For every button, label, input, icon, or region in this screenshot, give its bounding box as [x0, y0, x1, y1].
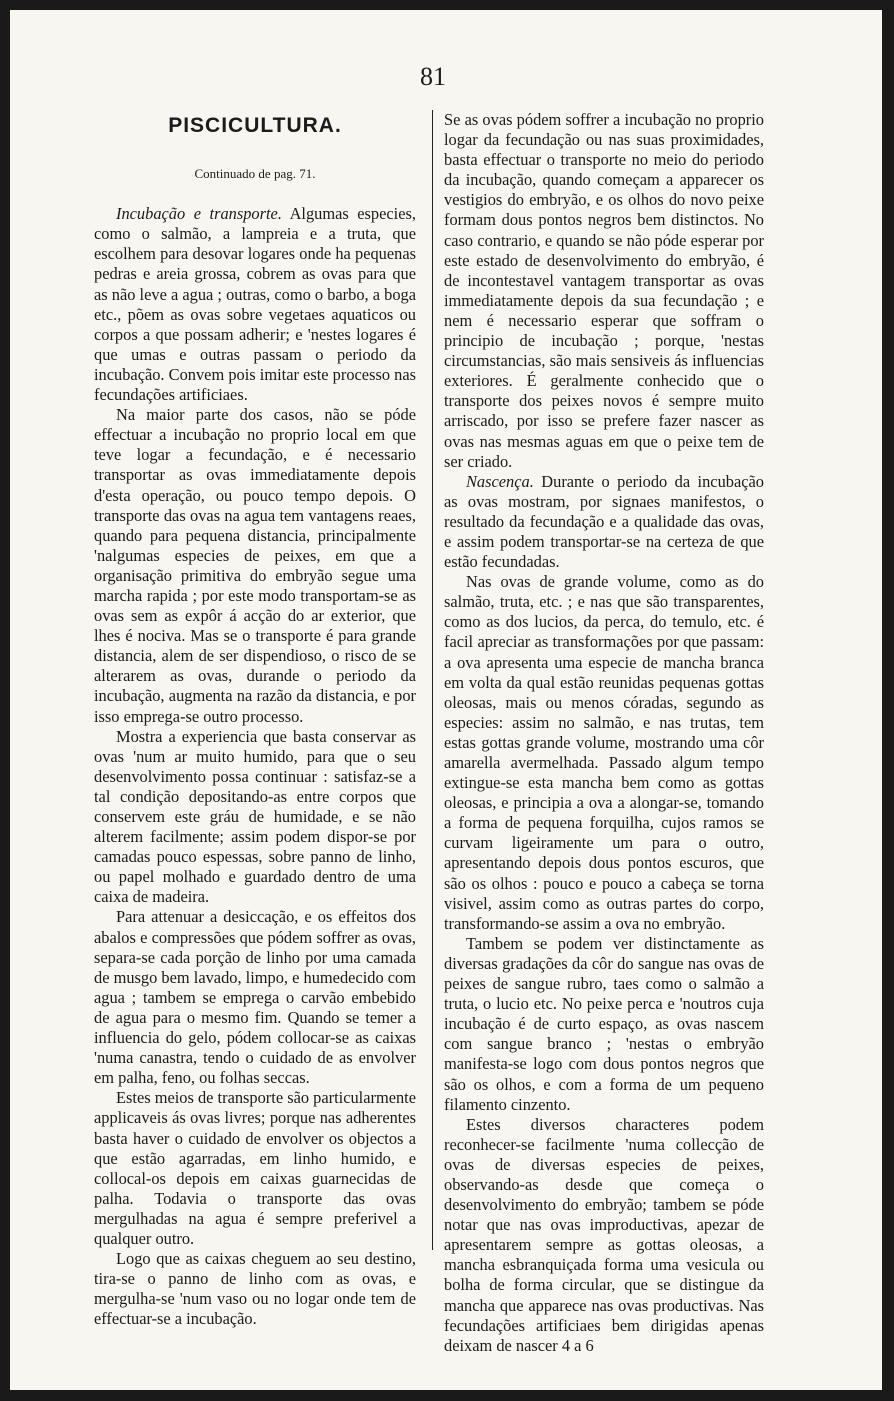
paragraph: Na maior parte dos casos, não se póde effectuar a incubação no proprio local em que teve logar a fecundação, e é necessario transportar as ovas immediatamente depois d'esta operação, ou pouco tempo depois. O transporte das ovas na agua tem vantagens reaes, quando para pequena distancia, principalmente 'nalgumas especies de peixes, em que a organisação primitiva do embryão segue uma marcha rapida ; por este modo transportam-se as ovas sem as expôr á acção do ar exterior, que lhes é nociva. Mas se o transporte é para grande distancia, alem de ser dispendioso, o risco de se alterarem as ovas, durande o periodo da incubação, augmenta na razão da distancia, e por isso emprega-se outro processo.: [94, 405, 416, 726]
paragraph: Se as ovas pódem soffrer a incubação no proprio logar da fecundação ou nas suas proximidades, basta effectuar o transporte no meio do periodo da incubação, quando começam a apparecer os vestigios do embryão, e os olhos do novo peixe formam dous pontos negros bem distinctos. No caso contrario, e quando se não póde esperar por este estado de desenvolvimento do embryão, é de incontestavel vantagem transportar as ovas immediatamente depois da sua fecundação ; e nem é necessario esperar que soffram o principio de incubação ; porque, 'nestas circumstancias, são mais sensiveis ás influencias exteriores. É geralmente conhecido que o transporte dos peixes novos é sempre muito arriscado, por isso se prefere fazer nascer as ovas nas mesmas aguas em que o peixe tem de ser criado.: [444, 110, 764, 471]
page-number: 81: [420, 62, 446, 91]
column-divider: [432, 110, 433, 1250]
paragraph: Tambem se podem ver distinctamente as diversas gradações da côr do sangue nas ovas de peixes de sangue rubro, taes como o salmão a truta, o lucio etc. No peixe perca e 'noutros cuja incubação é de curto espaço, as ovas nascem com sangue branco ; 'nestas o embryão manifesta-se logo com dous pontos negros que são os olhos, e com a forma de um pequeno filamento cinzento.: [444, 933, 764, 1114]
paragraph: Para attenuar a desiccação, e os effeitos dos abalos e compressões que pódem soffrer as ovas, separa-se cada porção de linho por uma camada de musgo bem lavado, limpo, e humedecido com agua ; tambem se emprega o carvão embebido de agua para o mesmo fim. Quando se temer a influencia do gelo, pódem collocar-se as caixas 'numa canastra, tendo o cuidado de as envolver em palha, feno, ou folhas seccas.: [94, 907, 416, 1088]
left-column: [94, 110, 416, 1329]
paragraph: Logo que as caixas cheguem ao seu destino, tira-se o panno de linho com as ovas, e mergulha-se 'num vaso ou no logar onde tem de effectuar-se a incubação.: [94, 1249, 416, 1329]
paragraph: Estes meios de transporte são particularmente applicaveis ás ovas livres; porque nas adherentes basta haver o cuidado de envolver os objectos a que estão agarradas, em linho humido, e collocal-os depois em caixas guarnecidas de palha. Todavia o transporte das ovas mergulhadas na agua é sempre preferivel a qualquer outro.: [94, 1088, 416, 1248]
paragraph: Mostra a experiencia que basta conservar as ovas 'num ar muito humido, para que o seu desenvolvimento possa continuar : satisfaz-se a tal condição depositando-as entre corpos que conservem este gráu de humidade, e se não alterem facilmente; assim podem dispor-se por camadas pouco espessas, sobre panno de linho, ou papel molhado e guardado dentro de uma caixa de madeira.: [94, 726, 416, 907]
section-heading-nascenca: Nascença.: [466, 471, 534, 491]
paragraph: Nascença. Durante o periodo da incubação as ovas mostram, por signaes manifestos, o resultado da fecundação e a qualidade das ovas, e assim podem transportar-se na certeza de que estão fecundadas.: [444, 471, 764, 572]
continuation-note: Continuado de pag. 71.: [194, 166, 316, 182]
paragraph: Estes diversos characteres podem reconhecer-se facilmente 'numa collecção de ovas de diversas especies de peixes, observando-as desde que começa o desenvolvimento do embryão; tambem se póde notar que nas ovas improductivas, apezar de apresentarem sempre as gottas oleosas, a mancha esbranquiçada forma uma vesicula ou bolha de forma circular, que se distingue da mancha que apparece nas ovas productivas. Nas fecundações artificiaes bem dirigidas apenas deixam de nascer 4 a 6: [444, 1114, 764, 1355]
paragraph: Nas ovas de grande volume, como as do salmão, truta, etc. ; e nas que são transparentes, como as dos lucios, da perca, do temulo, etc. é facil apreciar as transformações por que passam: a ova apresenta uma especie de mancha branca em volta da qual estão reunidas pequenas gottas oleosas, mais ou menos córadas, segundo as especies: assim no salmão, e nas trutas, tem estas gottas grande volume, mostrando uma côr amarella avermelhada. Passado algum tempo extingue-se esta mancha bem como as gottas oleosas, e principia a ova a alongar-se, tomando a forma de pequena forquilha, cujos ramos se curvam ligeiramente um para o outro, apresentando depois dous pontos escuros, que são os olhos : pouco e pouco a cabeça se torna visivel, assim como as outras partes do corpo, transformando-se assim a ova no embryão.: [444, 572, 764, 933]
section-heading-incubacao: Incubação e transporte.: [116, 204, 282, 224]
paragraph: Incubação e transporte. Algumas especies, como o salmão, a lampreia e a truta, que escolhem para desovar logares onde ha pequenas pedras e areia grossa, cobrem as ovas para que as não leve a agua ; outras, como o barbo, a boga etc., põem as ovas sobre vegetaes aquaticos ou corpos a que possam adherir; e 'nestes logares é que umas e outras passam o periodo da incubação. Convem pois imitar este processo nas fecundações artificiaes.: [94, 204, 416, 405]
article-title: PISCICULTURA.: [168, 114, 342, 137]
right-column: [444, 110, 764, 1356]
newspaper-page: [10, 10, 882, 1390]
